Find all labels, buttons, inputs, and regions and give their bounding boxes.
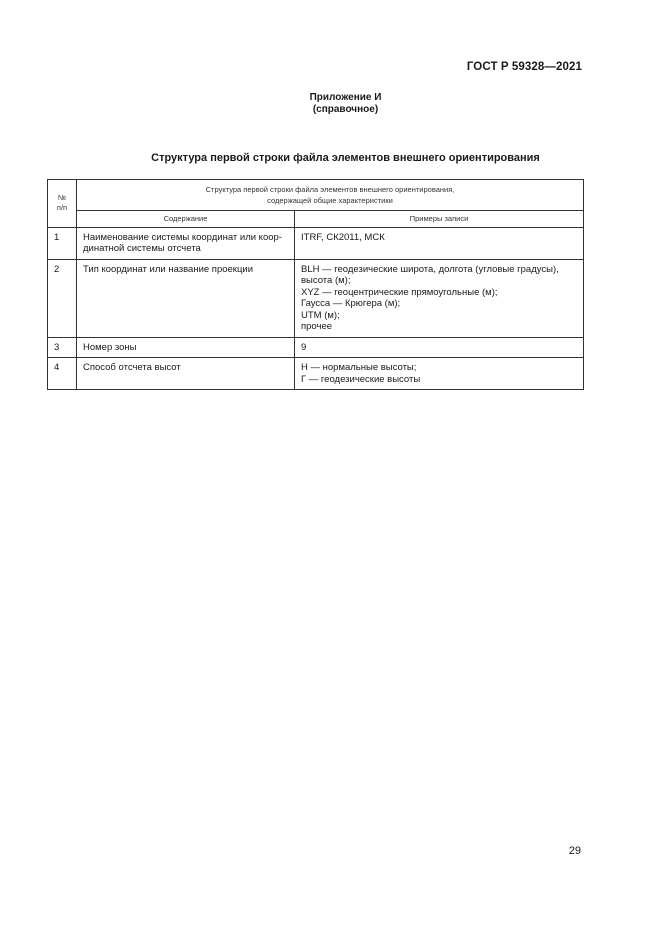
group-header	[77, 180, 584, 211]
example-line: высота (м);	[301, 275, 351, 286]
row-number: 3	[48, 337, 77, 358]
example-line: ITRF, СК2011, МСК	[301, 231, 385, 243]
column-header-number	[48, 180, 77, 228]
document-code: ГОСТ Р 59328—2021	[466, 61, 582, 73]
example-line: UTM (м);	[301, 309, 340, 321]
example-line: Гаусса — Крюгера (м);	[301, 298, 401, 309]
row-number: 4	[48, 358, 77, 390]
row-number: 2	[48, 259, 77, 337]
example-line: BLH — геодезические широта, долгота (угловые градусы),	[301, 263, 559, 275]
row-number: 1	[48, 227, 77, 259]
row-examples	[295, 337, 584, 358]
example-line: прочее	[301, 321, 333, 332]
appendix-subtitle: (справочное)	[312, 104, 379, 115]
table-row	[48, 358, 584, 390]
structure-table	[47, 179, 584, 390]
row-examples	[295, 227, 584, 259]
appendix-heading	[0, 92, 661, 116]
column-header-number-line2: п/п	[56, 203, 68, 213]
row-content: Наименование системы координат или коор-динатной системы отсчета	[77, 227, 295, 259]
table-row	[48, 259, 584, 337]
page-number: 29	[568, 845, 581, 857]
row-content: Тип координат или название проекции	[77, 259, 295, 337]
example-line: Г — геодезические высоты	[301, 373, 421, 385]
column-header-number-line1: №	[57, 193, 67, 203]
row-content: Способ отсчета высот	[77, 358, 295, 390]
group-header-line1: Структура первой строки файла элементов внешнего ориентирования,	[205, 185, 455, 194]
table-subheader-row	[48, 211, 584, 228]
group-header-line2: содержащей общие характеристики	[267, 196, 393, 205]
column-header-content: Содержание	[77, 211, 295, 228]
row-content: Номер зоны	[77, 337, 295, 358]
example-line: 9	[301, 341, 307, 353]
example-line: Н — нормальные высоты;	[301, 362, 417, 373]
table-title	[0, 152, 661, 164]
table-row	[48, 337, 584, 358]
example-line: XYZ — геоцентрические прямоугольные (м);	[301, 286, 498, 298]
row-examples	[295, 358, 584, 390]
table-header-row	[48, 180, 584, 211]
table-row	[48, 227, 584, 259]
column-header-examples: Примеры записи	[295, 211, 584, 228]
table-title-text: Структура первой строки файла элементов внешнего ориентирования	[151, 152, 540, 164]
row-examples	[295, 259, 584, 337]
appendix-title: Приложение И	[309, 92, 382, 103]
